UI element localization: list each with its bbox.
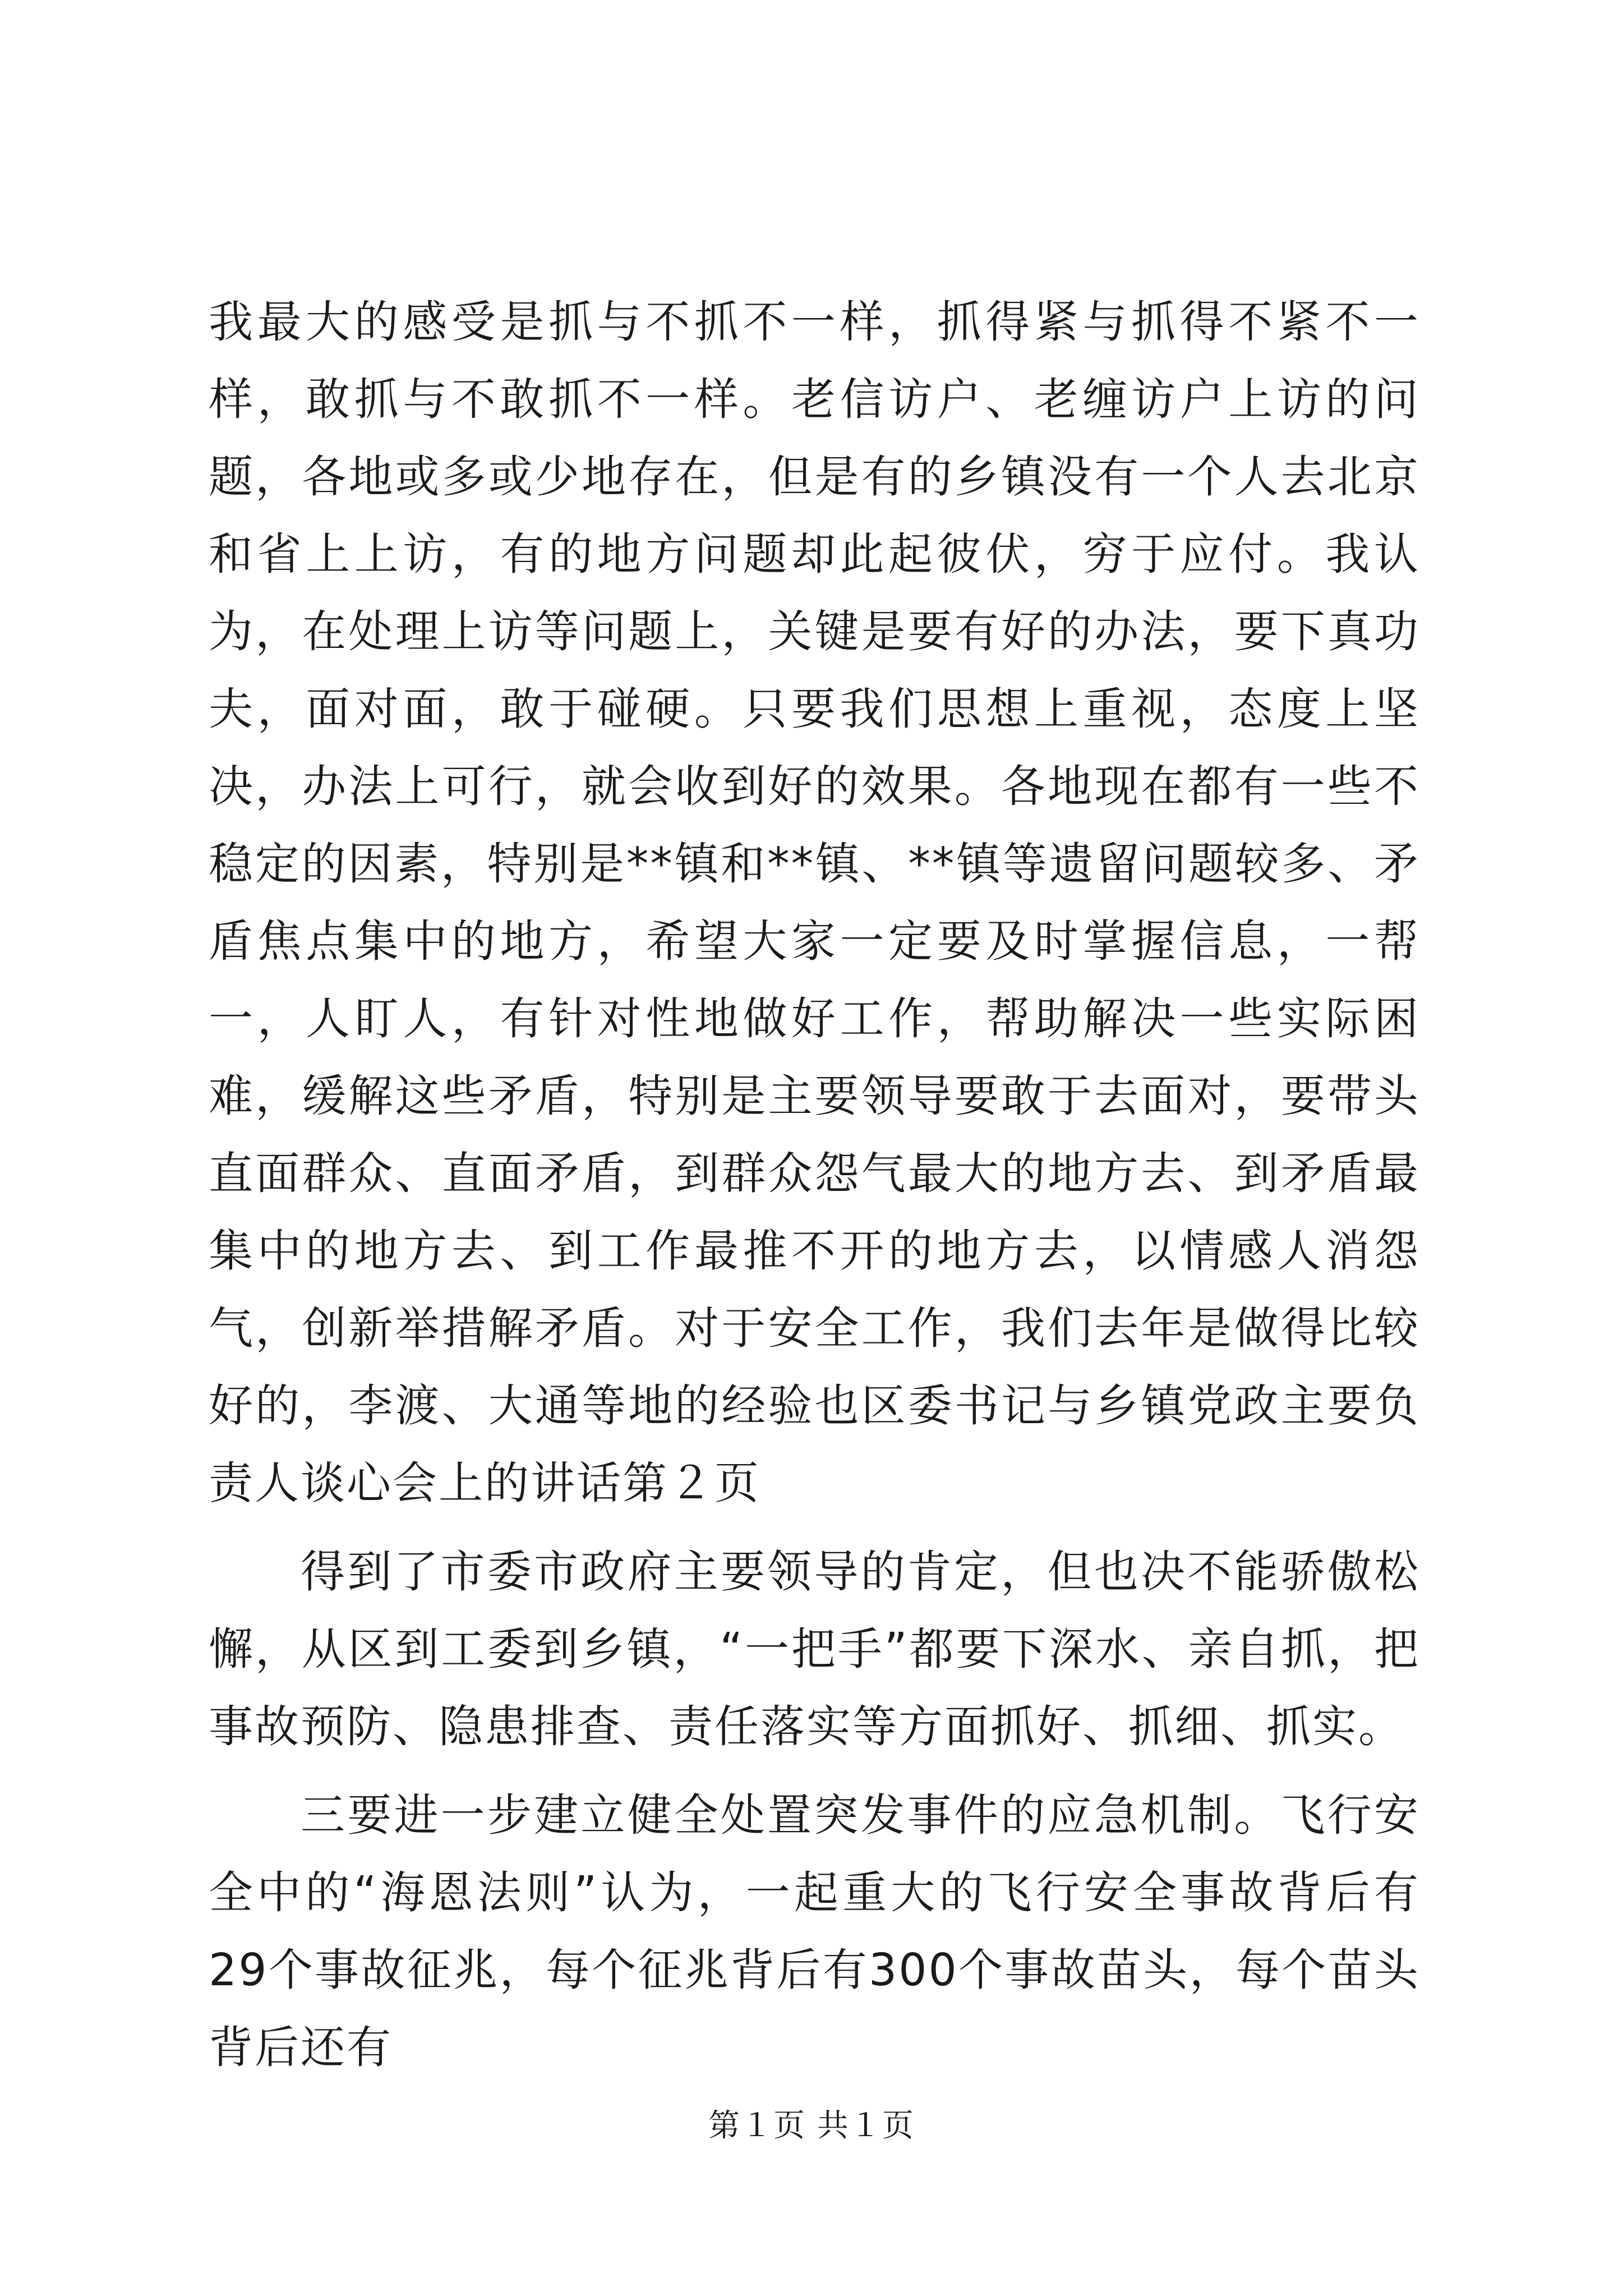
document-body: [209, 283, 1420, 2086]
page-footer: 第１页 共１页: [708, 2108, 915, 2144]
paragraph-1: 我最大的感受是抓与不抓不一样，抓得紧与抓得不紧不一样，敢抓与不敢抓不一样。老信访户、老缠访户上访的问题，各地或多或少地存在，但是有的乡镇没有一个人去北京和省上上访，有的地方问题却此起彼伏，穷于应付。我认为，在处理上访等问题上，关键是要有好的办法，要下真功夫，面对面，敢于碰硬。只要我们思想上重视，态度上坚决，办法上可行，就会收到好的效果。各地现在都有一些不稳定的因素，特别是**镇和**镇、**镇等遗留问题较多、矛盾焦点集中的地方，希望大家一定要及时掌握信息，一帮一，人盯人，有针对性地做好工作，帮助解决一些实际困难，缓解这些矛盾，特别是主要领导要敢于去面对，要带头直面群众、直面矛盾，到群众怨气最大的地方去、到矛盾最集中的地方去、到工作最推不开的地方去，以情感人消怨气，创新举措解矛盾。对于安全工作，我们去年是做得比较好的，李渡、大通等地的经验也区委书记与乡镇党政主要负责人谈心会上的讲话第２页: [209, 296, 1420, 1509]
paragraph-3: 三要进一步建立健全处置突发事件的应急机制。飞行安全中的“海恩法则”认为，一起重大的飞行安全事故背后有29个事故征兆，每个征兆背后有300个事故苗头，每个苗头背后还有: [209, 1789, 1420, 2073]
paragraph-2: 得到了市委市政府主要领导的肯定，但也决不能骄傲松懈，从区到工委到乡镇，“一把手”都要下深水、亲自抓，把事故预防、隐患排查、责任落实等方面抓好、抓细、抓实。: [209, 1546, 1420, 1752]
